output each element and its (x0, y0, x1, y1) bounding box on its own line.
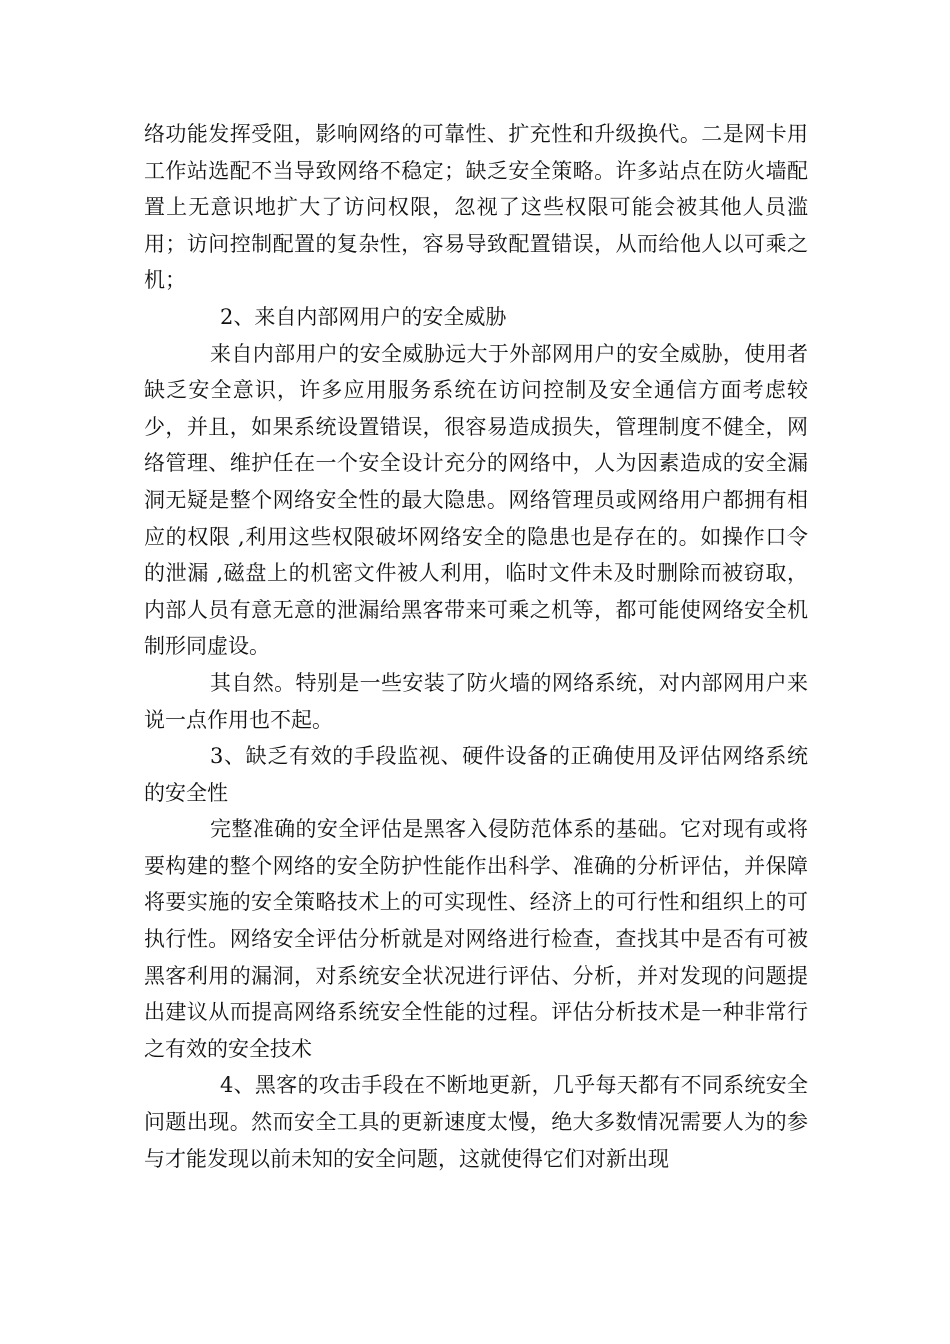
paragraph-security-assessment: 完整准确的安全评估是黑客入侵防范体系的基础。它对现有或将要构建的整个网络的安全防护性能作出科学、准确的分析评估，并保障将要实施的安全策略技术上的可实现性、经济上的可行性和组织上的可执行性。网络安全评估分析就是对网络进行检查，查找其中是否有可被黑客利用的漏洞，对系统安全状况进行评估、分析，并对发现的问题提出建议从而提高网络系统安全性能的过程。评估分析技术是一种非常行之有效的安全技术 (144, 817, 808, 1061)
section-heading-2: 2、来自内部网用户的安全威胁 (220, 304, 507, 329)
paragraph-firewall-note: 其自然。特别是一些安装了防火墙的网络系统，对内部网用户来说一点作用也不起。 (144, 670, 808, 732)
section-heading-3: 3、缺乏有效的手段监视、硬件设备的正确使用及评估网络系统的安全性 (144, 744, 808, 805)
paragraph-hacker-attacks: 4、黑客的攻击手段在不断地更新，几乎每天都有不同系统安全问题出现。然而安全工具的更新速度太慢，绝大多数情况需要人为的参与才能发现以前未知的安全问题，这就使得它们对新出现 (144, 1073, 808, 1171)
document-body (144, 116, 808, 1177)
paragraph-internal-threats: 来自内部用户的安全威胁远大于外部网用户的安全威胁，使用者缺乏安全意识，许多应用服务系统在访问控制及安全通信方面考虑较少，并且，如果系统设置错误，很容易造成损失，管理制度不健全，网络管理、维护任在一个安全设计充分的网络中，人为因素造成的安全漏洞无疑是整个网络安全性的最大隐患。网络管理员或网络用户都拥有相应的权限 ,利用这些权限破坏网络安全的隐患也是存在的。如操作口令的泄漏 ,磁盘上的机密文件被人利用，临时文件未及时删除而被窃取，内部人员有意无意的泄漏给黑客带来可乘之机等，都可能使网络安全机制形同虚设。 (144, 341, 808, 659)
paragraph-continuation: 络功能发挥受阻，影响网络的可靠性、扩充性和升级换代。二是网卡用工作站选配不当导致网络不稳定；缺乏安全策略。许多站点在防火墙配置上无意识地扩大了访问权限，忽视了这些权限可能会被其他人员滥用；访问控制配置的复杂性，容易导致配置错误，从而给他人以可乘之机； (144, 122, 808, 293)
